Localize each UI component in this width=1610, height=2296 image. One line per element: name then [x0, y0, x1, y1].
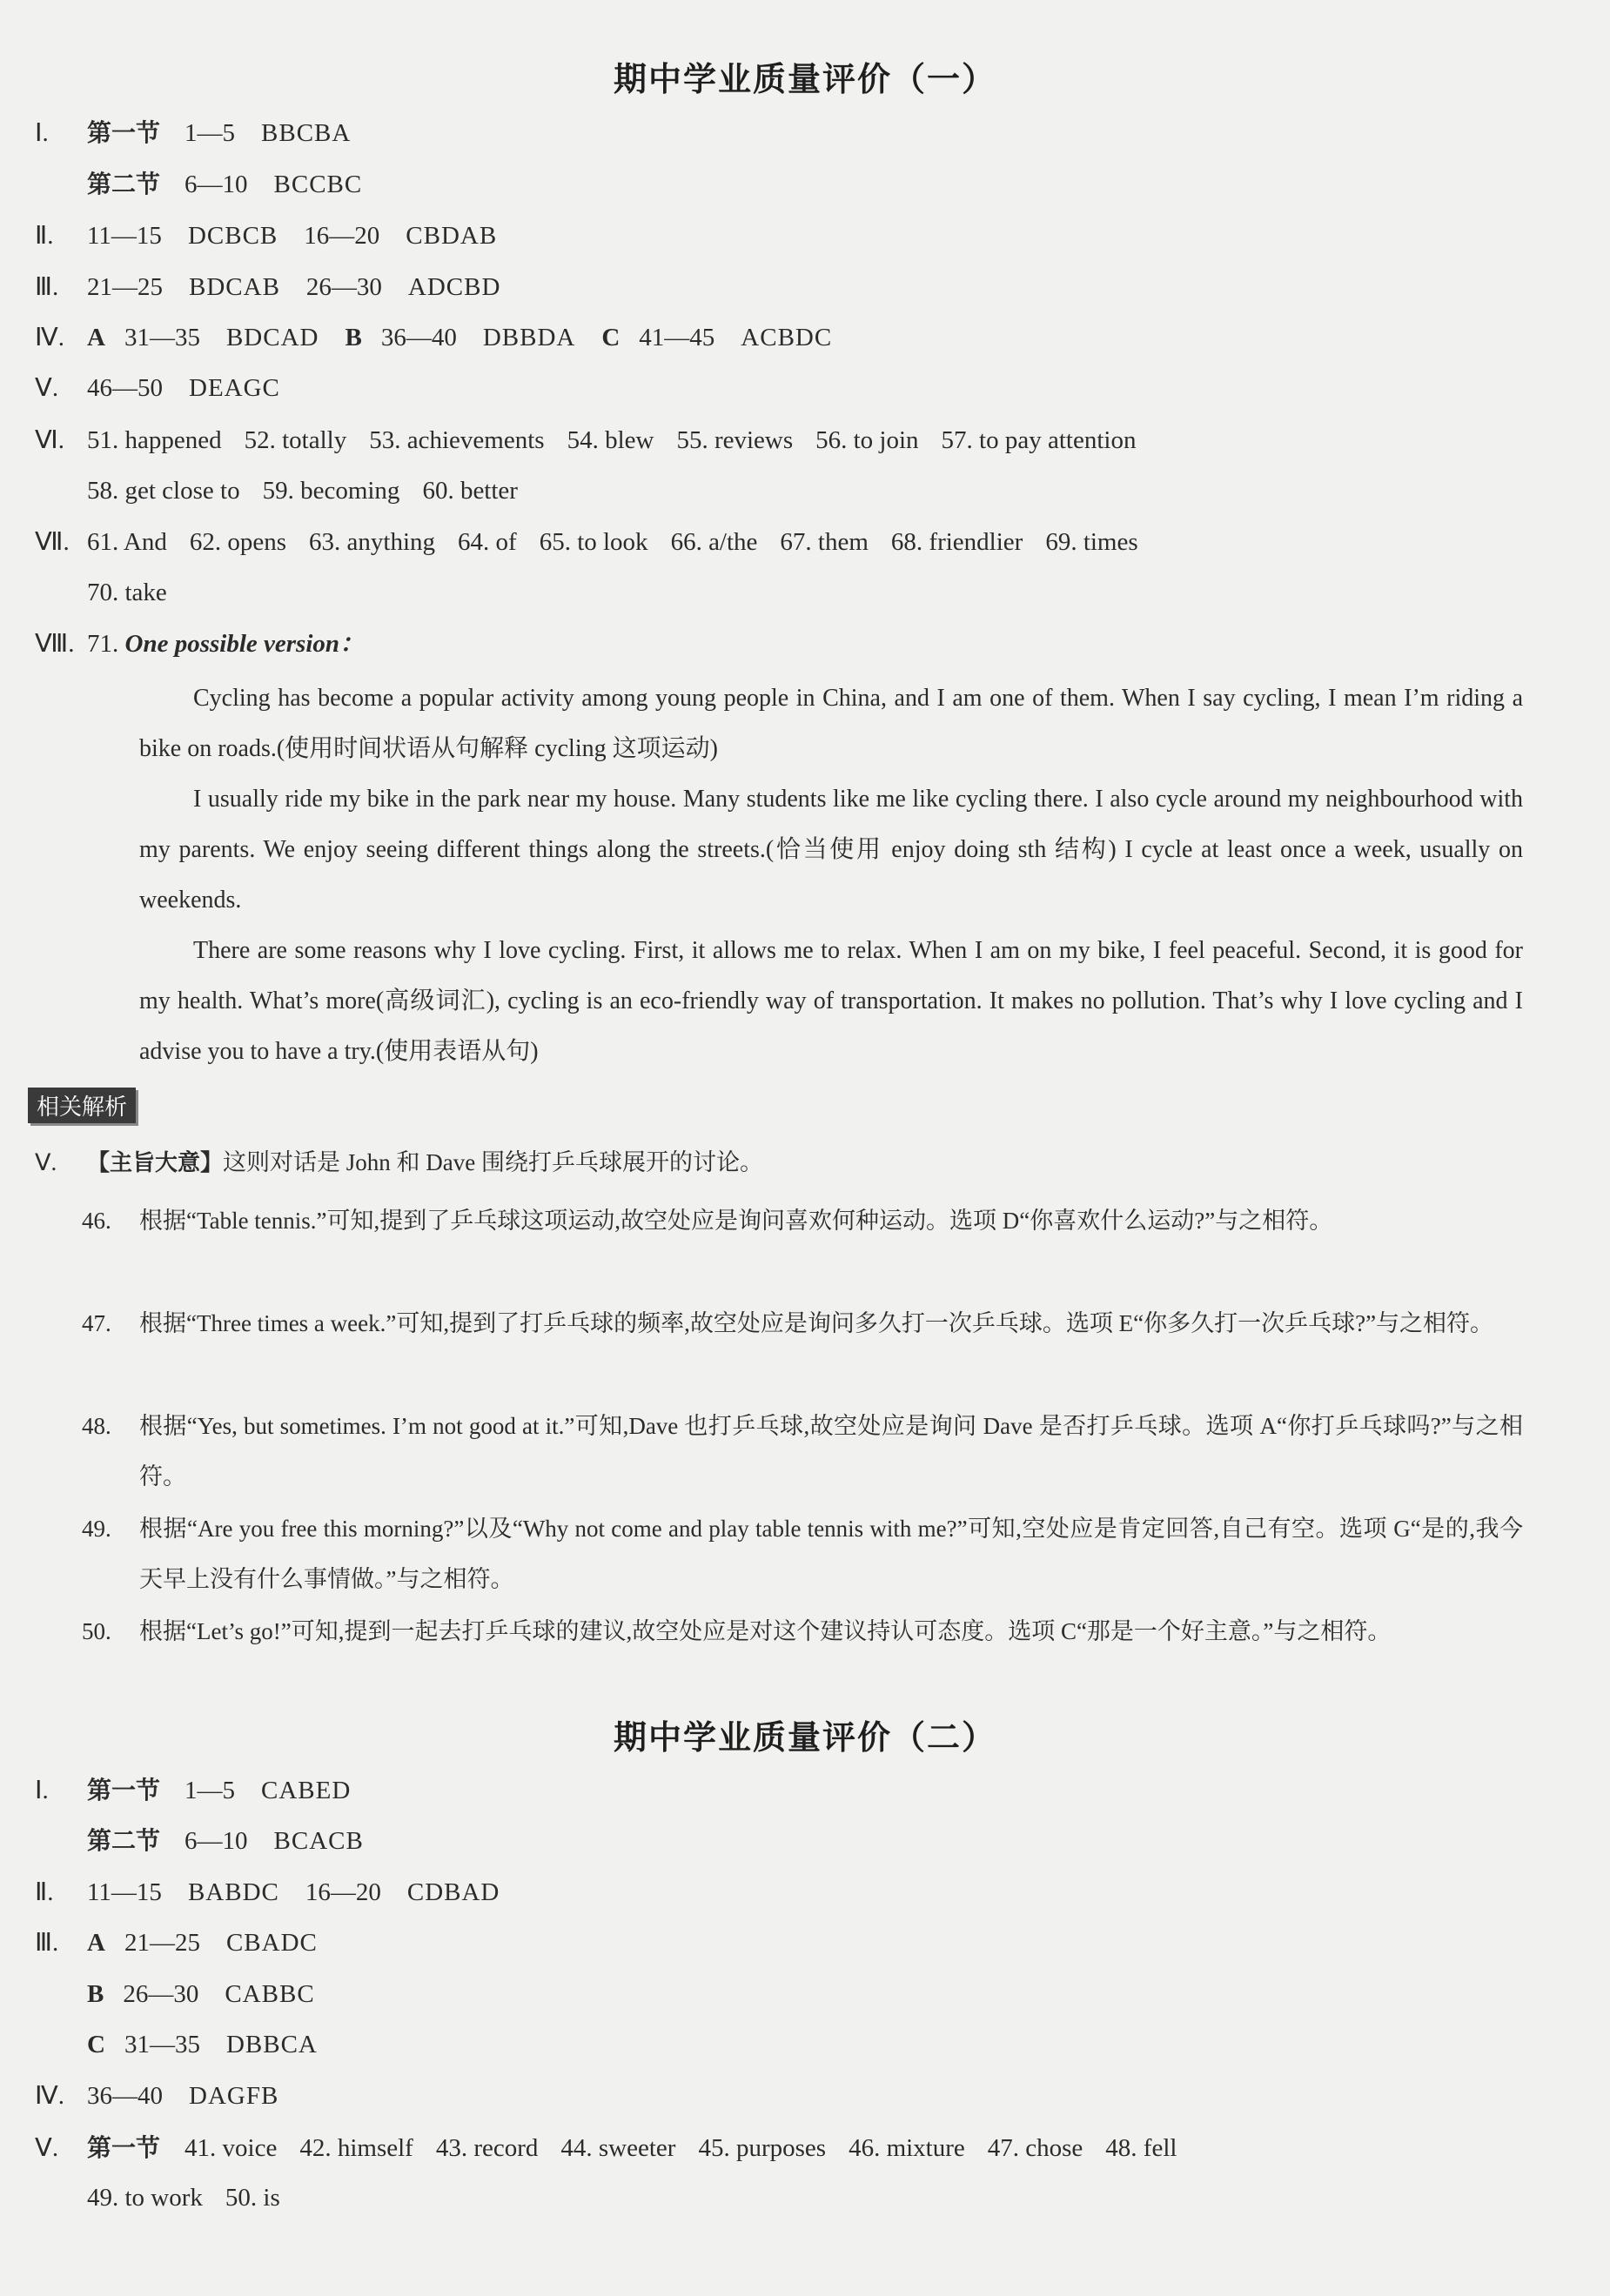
essay-paragraph-2: I usually ride my bike in the park near my house. Many students like me like cycling there. I also cycle around my neighbourhood with my parents. We enjoy seeing different things along the streets.(恰当使用 enjoy doing sth 结构) I cycle at least once a week, usually on weekends. — [139, 786, 1523, 914]
essay-paragraph-1: Cycling has become a popular activity among young people in China, and I am one of them. When I say cycling, I mean I’m riding a bike on roads.(使用时间状语从句解释 cycling 这项运动) — [139, 685, 1523, 762]
section-title-1: 期中学业质量评价（一） — [613, 60, 996, 98]
answer-row-1: Ⅰ. 第一节 1—5 BBCBA — [35, 118, 352, 147]
answer-row-4: Ⅳ. A 31—35 BDCAD B 36—40 DBBDA C 41—45 ACBDC — [35, 324, 833, 351]
answer-row-2-3a: Ⅲ. A 21—25 CBADC — [35, 1929, 318, 1957]
answer-row-7: Ⅶ. 61. And 62. opens 63. anything 64. of 65. to look 66. a/the 67. them 68. friendlier 69. times — [35, 528, 1138, 556]
explanation-47: 47. 根据“Three times a week.”可知,提到了打乒乓球的频率,故空处应是询问多久打一次乒乓球。选项 E“你多久打一次乒乓球?”与之相符。 — [82, 1310, 1494, 1336]
answer-row-5: Ⅴ. 46—50 DEAGC — [35, 374, 280, 402]
answer-row-2-3b: B 26—30 CABBC — [87, 1980, 315, 2008]
answer-row-2-1b: 第二节 6—10 BCACB — [87, 1826, 364, 1855]
answer-row-2-4: Ⅳ. 36—40 DAGFB — [35, 2082, 279, 2110]
answer-row-1b: 第二节 6—10 BCCBC — [87, 170, 363, 198]
answer-row-2: Ⅱ. 11—15 DCBCB 16—20 CBDAB — [35, 222, 498, 250]
section-title-2: 期中学业质量评价（二） — [613, 1718, 996, 1757]
summary-row: Ⅴ. 【主旨大意】这则对话是 John 和 Dave 围绕打乒乓球展开的讨论。 — [35, 1149, 763, 1176]
answer-row-2-5b: 49. to work 50. is — [87, 2184, 280, 2212]
answer-row-6: Ⅵ. 51. happened 52. totally 53. achievements 54. blew 55. reviews 56. to join 57. to pay attention — [35, 426, 1137, 454]
explanation-49: 49. 根据“Are you free this morning?”以及“Why not come and play table tennis with me?”可知,空处应是肯定回答,自己有空。选项 G“是的,我今天早上没有什么事情做。”与之相符。 — [82, 1516, 1523, 1592]
answer-row-2-2: Ⅱ. 11—15 BABDC 16—20 CDBAD — [35, 1878, 500, 1906]
answer-row-6b: 58. get close to 59. becoming 60. better — [87, 477, 518, 505]
answer-row-3: Ⅲ. 21—25 BDCAB 26—30 ADCBD — [35, 273, 501, 301]
analysis-label: 相关解析 — [28, 1088, 136, 1123]
explanation-48: 48. 根据“Yes, but sometimes. I’m not good at it.”可知,Dave 也打乒乓球,故空处应是询问 Dave 是否打乒乓球。选项 A“你打乒乓球吗?”与之相符。 — [82, 1413, 1523, 1489]
essay-paragraph-3: There are some reasons why I love cycling. First, it allows me to relax. When I am on my bike, I feel peaceful. Second, it is good for my health. What’s more(高级词汇), cycling is an eco-friendly way of transportation. It makes no pollution. That’s why I love cycling and I advise you to have a try.(使用表语从句) — [139, 937, 1523, 1065]
answer-row-2-3c: C 31—35 DBBCA — [87, 2031, 318, 2058]
answer-row-8: Ⅷ. 71. One possible version： — [35, 630, 366, 658]
explanation-50: 50. 根据“Let’s go!”可知,提到一起去打乒乓球的建议,故空处应是对这个建议持认可态度。选项 C“那是一个好主意。”与之相符。 — [82, 1618, 1392, 1644]
answer-row-7b: 70. take — [87, 579, 167, 606]
explanation-46: 46. 根据“Table tennis.”可知,提到了乒乓球这项运动,故空处应是询问喜欢何种运动。选项 D“你喜欢什么运动?”与之相符。 — [82, 1208, 1333, 1234]
answer-row-2-5: Ⅴ. 第一节 41. voice 42. himself 43. record 44. sweeter 45. purposes 46. mixture 47. chose 48. fell — [35, 2133, 1177, 2162]
answer-row-2-1: Ⅰ. 第一节 1—5 CABED — [35, 1776, 352, 1804]
